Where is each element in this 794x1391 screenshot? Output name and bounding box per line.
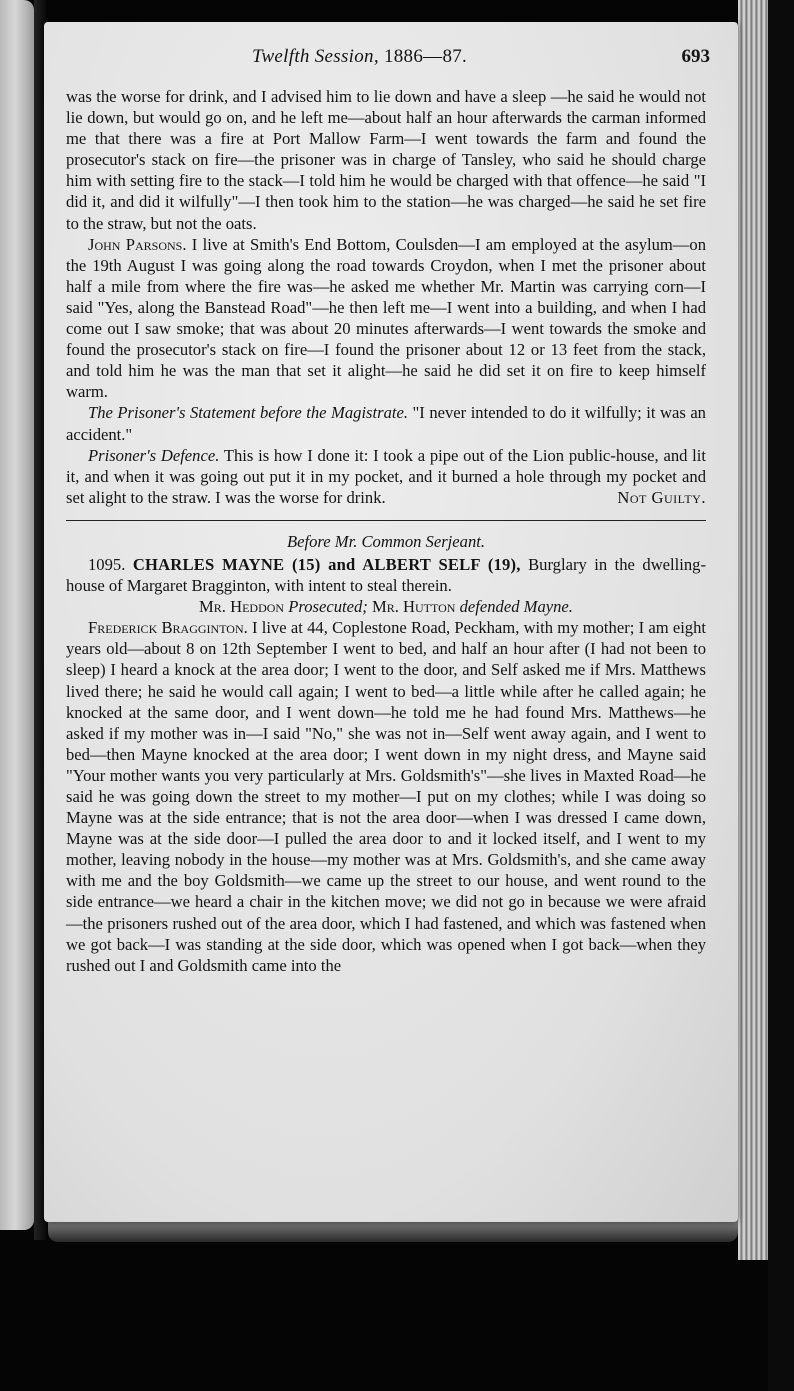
- running-title: Twelfth Session,: [252, 46, 384, 67]
- previous-page-edge: [0, 0, 34, 1230]
- witness-testimony: [66, 234, 706, 403]
- defence-role: defended Mayne.: [459, 597, 573, 617]
- prisoner-defence: [66, 445, 706, 508]
- prosecution-counsel: Mr. Heddon: [199, 597, 289, 617]
- statement-text: "I never intended to do it wilfully; it was an accident.": [66, 403, 706, 444]
- witness-name: John Parsons.: [88, 234, 187, 254]
- page-number: 693: [681, 46, 710, 67]
- background-right: [768, 0, 794, 1391]
- prisoner-statement: [66, 402, 706, 444]
- witness-name-2: Frederick Bragginton.: [88, 618, 248, 638]
- witness-text: I live at Smith's End Bottom, Coulsden—I am employed at the asylum—on the 19th August I was going along the road towards Croydon, when I met the prisoner about half a mile from where the fire was—he asked me whether Mr. Martin was carrying corn—I said "Yes, along the Banstead Road"—he then left me—I went into a building, and when I had come out I saw smoke; that was about 20 minutes afterwards—I went towards the smoke and found the prosecutor's stack on fire—I found the prisoner about 12 or 13 feet from the stack, and told him he was the man that set it alight—he said he did set it on fire to keep himself warm.: [66, 234, 706, 402]
- defendants: CHARLES MAYNE (15) and ALBERT SELF (19),: [132, 554, 521, 574]
- defence-counsel: Mr. Hutton: [371, 597, 460, 617]
- court-heading: Before Mr. Common Serjeant.: [286, 531, 486, 551]
- defence-label: Prisoner's Defence.: [88, 445, 220, 465]
- witness-testimony-2: [66, 617, 706, 976]
- defence-text: This is how I done it: I took a pipe out of the Lion public-house, and lit it, and when it was going out put it in my pocket, and it burned a hole through my pocket and set alight to the straw. I was the worse for drink.: [66, 445, 706, 507]
- page-header: [66, 46, 710, 76]
- statement-label: The Prisoner's Statement before the Magistrate.: [88, 403, 408, 423]
- verdict: Not Guilty.: [617, 487, 706, 507]
- charge: Burglary in the dwelling-house of Margaret Bragginton, with intent to steal therein.: [66, 554, 706, 596]
- running-head: [252, 46, 467, 67]
- page-stack-edge: [738, 0, 768, 1260]
- section-divider: [66, 520, 706, 521]
- prosecution-role: Prosecuted;: [288, 597, 372, 617]
- session-years: 1886—87.: [383, 46, 468, 67]
- page-content: [66, 46, 710, 976]
- case-number: 1095.: [88, 554, 133, 574]
- counsel-line: [66, 596, 706, 617]
- testimony-continuation: was the worse for drink, and I advised him to lie down and have a sleep —he said he would not lie down, but would go on, and he left me—about half an hour afterwards the carman informed me that there was a fire at Port Mallow Farm—I went towards the farm and found the prosecutor's stack on fire—the prisoner was in charge of Tansley, who said he should charge him with setting fire to the stack—I told him he would be charged with that offence—he said "I did it, and did it wilfully"—I then took him to the station—he was charged—he said he set fire to the straw, but not the oats.: [66, 87, 706, 233]
- case-heading: [66, 554, 706, 596]
- book-page: [44, 22, 738, 1222]
- witness-text-2: I live at 44, Coplestone Road, Peckham, with my mother; I am eight years old—about 8 on 12th September I went to bed, and half an hour after (I had not been to sleep) I heard a knock at the area door; I went to the door, and Self asked me if Mrs. Matthews lived there; he said he would call again; I went to bed—a little while after he called again; he knocked at the same door, and I went down—he told me he had found Mrs. Matthews—he asked if my mother was in—I said "No," she was not in—Self went away again, and I went to bed—then Mayne knocked at the area door; I went down in my night dress, and Mayne said "Your mother wants you very particularly at Mrs. Goldsmith's"—she lives in Maxted Road—he said he was going down the street to my mother—I put on my clothes; while I was doing so Mayne was at the side entrance; that is not the area door—when I was dressed I came down, Mayne was at the side door—I pulled the area door to and it locked itself, and I went to my mother, leaving nobody in the house—my mother was at Mrs. Goldsmith's, and she came away with me and the boy Goldsmith—we came up the street to our house, and went round to the side entrance—we heard a chair in the kitchen move; we did not go in because we were afraid—the prisoners rushed out of the area door, which I had fastened, and which was fastened when we got back—I was standing at the side door, which was opened when I got back—when they rushed out I and Goldsmith came into the: [66, 618, 707, 975]
